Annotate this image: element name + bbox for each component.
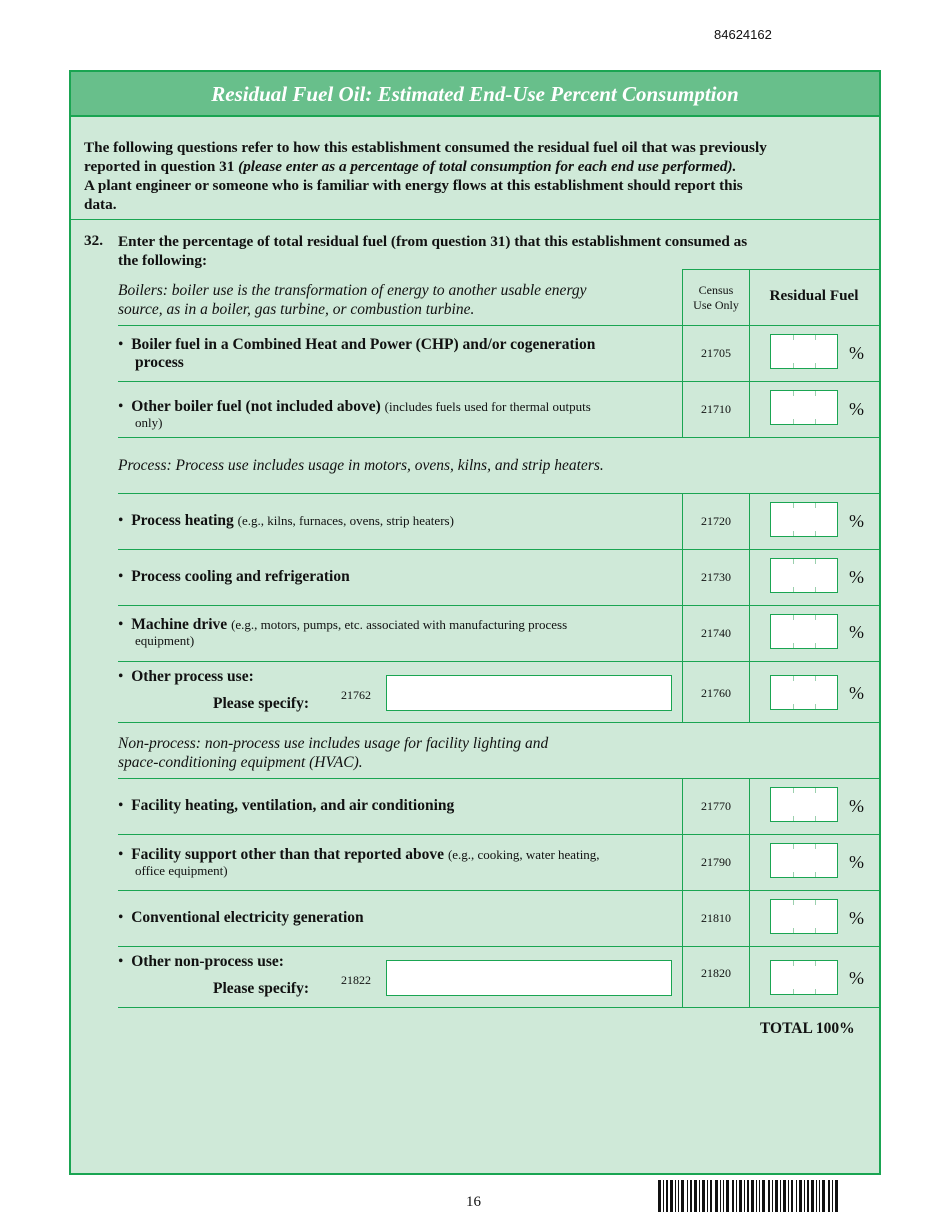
- form-id: 84624162: [714, 27, 772, 42]
- divider: [118, 778, 879, 779]
- barcode-icon: [658, 1180, 838, 1212]
- percent-sign: %: [849, 908, 864, 928]
- census-code: 21770: [701, 799, 731, 813]
- percent-sign: %: [849, 852, 864, 872]
- census-code: 21705: [701, 346, 731, 360]
- percent-sign: %: [849, 683, 864, 703]
- divider: [71, 219, 879, 220]
- census-use-only-header: [683, 283, 749, 313]
- boilers-line-1: Boilers: boiler use is the transformation of energy to another usable energy: [118, 282, 587, 299]
- list-item: [118, 568, 678, 586]
- list-item: [118, 846, 678, 878]
- item-label: Process heating: [131, 512, 234, 529]
- item-label: Machine drive: [131, 616, 228, 633]
- divider: [118, 605, 879, 606]
- divider: [118, 437, 879, 438]
- bullet: •: [118, 846, 124, 863]
- divider: [749, 493, 750, 722]
- census-header-line-1: Census: [698, 283, 734, 297]
- percent-input-process-cooling[interactable]: [770, 558, 838, 593]
- list-item: [118, 668, 418, 686]
- divider: [749, 778, 750, 1007]
- intro-line-4: data.: [84, 196, 117, 213]
- percent-input-facility-hvac[interactable]: [770, 787, 838, 822]
- percent-input-other-boiler[interactable]: [770, 390, 838, 425]
- bullet: •: [118, 616, 124, 633]
- census-code: 21730: [701, 570, 731, 584]
- item-label: Process cooling and refrigeration: [131, 568, 350, 585]
- section-title: Residual Fuel Oil: Estimated End-Use Percent Consumption: [71, 72, 879, 117]
- census-code: 21760: [701, 686, 731, 700]
- percent-sign: %: [849, 399, 864, 419]
- divider: [118, 890, 879, 891]
- item-note-cont: equipment): [135, 633, 195, 648]
- divider: [118, 722, 879, 723]
- item-label: Conventional electricity generation: [131, 909, 364, 926]
- bullet: •: [118, 336, 124, 353]
- nonprocess-line-2: space-conditioning equipment (HVAC).: [118, 754, 363, 771]
- specify-input-other-process[interactable]: [386, 675, 672, 711]
- bullet: •: [118, 909, 124, 926]
- percent-input-other-process[interactable]: [770, 675, 838, 710]
- divider: [118, 661, 879, 662]
- item-note: (includes fuels used for thermal outputs: [384, 399, 591, 414]
- specify-code: 21822: [341, 973, 371, 987]
- question-text-line-2: the following:: [118, 252, 208, 269]
- list-item: [118, 797, 678, 815]
- please-specify-label: Please specify:: [213, 695, 309, 712]
- divider: [118, 549, 879, 550]
- divider: [118, 1007, 879, 1008]
- intro-line-2: [84, 157, 874, 176]
- percent-input-other-nonprocess[interactable]: [770, 960, 838, 995]
- percent-sign: %: [849, 567, 864, 587]
- list-item: [118, 909, 678, 927]
- list-item: [118, 398, 678, 430]
- bullet: •: [118, 668, 124, 685]
- intro-line-3: A plant engineer or someone who is familiar with energy flows at this establishment should report this: [84, 177, 743, 194]
- intro-line-1: The following questions refer to how this establishment consumed the residual fuel oil that was previously: [84, 139, 767, 156]
- divider: [682, 269, 879, 270]
- percent-sign: %: [849, 343, 864, 363]
- boilers-line-2: source, as in a boiler, gas turbine, or combustion turbine.: [118, 301, 475, 318]
- boilers-description: [118, 281, 678, 319]
- bullet: •: [118, 568, 124, 585]
- percent-input-facility-support[interactable]: [770, 843, 838, 878]
- percent-input-boiler-chp[interactable]: [770, 334, 838, 369]
- percent-sign: %: [849, 622, 864, 642]
- divider: [118, 834, 879, 835]
- form-panel: [69, 70, 881, 1175]
- list-item: [118, 953, 418, 971]
- item-label: Facility heating, ventilation, and air conditioning: [131, 797, 455, 814]
- item-note: (e.g., cooking, water heating,: [447, 847, 600, 862]
- percent-input-process-heating[interactable]: [770, 502, 838, 537]
- percent-sign: %: [849, 796, 864, 816]
- census-code: 21810: [701, 911, 731, 925]
- census-code: 21720: [701, 514, 731, 528]
- question-text: [118, 232, 878, 270]
- specify-input-other-nonprocess[interactable]: [386, 960, 672, 996]
- residual-fuel-header: Residual Fuel: [769, 287, 859, 304]
- census-code: 21710: [701, 402, 731, 416]
- total-label: TOTAL 100%: [760, 1020, 855, 1037]
- process-description: Process: Process use includes usage in motors, ovens, kilns, and strip heaters.: [118, 457, 604, 474]
- divider: [118, 493, 879, 494]
- question-text-line-1: Enter the percentage of total residual fuel (from question 31) that this establishment consumed as: [118, 233, 748, 250]
- item-label: Boiler fuel in a Combined Heat and Power (CHP) and/or cogeneration: [131, 336, 596, 353]
- item-label: Other non-process use:: [131, 953, 284, 970]
- divider: [118, 381, 879, 382]
- percent-input-machine-drive[interactable]: [770, 614, 838, 649]
- intro-line-2-bold: reported in question 31: [84, 158, 239, 175]
- divider: [118, 946, 879, 947]
- item-note-cont: office equipment): [135, 863, 228, 878]
- bullet: •: [118, 398, 124, 415]
- item-note: (e.g., motors, pumps, etc. associated with manufacturing process: [231, 617, 568, 632]
- percent-input-electricity-generation[interactable]: [770, 899, 838, 934]
- divider: [118, 325, 879, 326]
- list-item: [118, 512, 678, 530]
- census-header-line-2: Use Only: [693, 298, 739, 312]
- item-note-cont: only): [135, 415, 163, 430]
- question-number: 32.: [84, 232, 103, 249]
- item-label: Other process use:: [131, 668, 254, 685]
- intro-text: [84, 138, 874, 214]
- census-code: 21790: [701, 855, 731, 869]
- percent-sign: %: [849, 511, 864, 531]
- bullet: •: [118, 953, 124, 970]
- bullet: •: [118, 797, 124, 814]
- census-code: 21820: [701, 966, 731, 980]
- specify-code: 21762: [341, 688, 371, 702]
- bullet: •: [118, 512, 124, 529]
- list-item: [118, 336, 678, 372]
- list-item: [118, 616, 678, 648]
- nonprocess-description: [118, 734, 678, 772]
- intro-line-2-italic: (please enter as a percentage of total consumption for each end use performed).: [238, 158, 737, 175]
- nonprocess-line-1: Non-process: non-process use includes usage for facility lighting and: [118, 735, 549, 752]
- census-code: 21740: [701, 626, 731, 640]
- percent-sign: %: [849, 968, 864, 988]
- item-label-cont: process: [135, 354, 184, 371]
- page-number: 16: [466, 1194, 481, 1210]
- item-label: Other boiler fuel (not included above): [131, 398, 381, 415]
- please-specify-label: Please specify:: [213, 980, 309, 997]
- item-note: (e.g., kilns, furnaces, ovens, strip heaters): [237, 513, 454, 528]
- item-label: Facility support other than that reported above: [131, 846, 445, 863]
